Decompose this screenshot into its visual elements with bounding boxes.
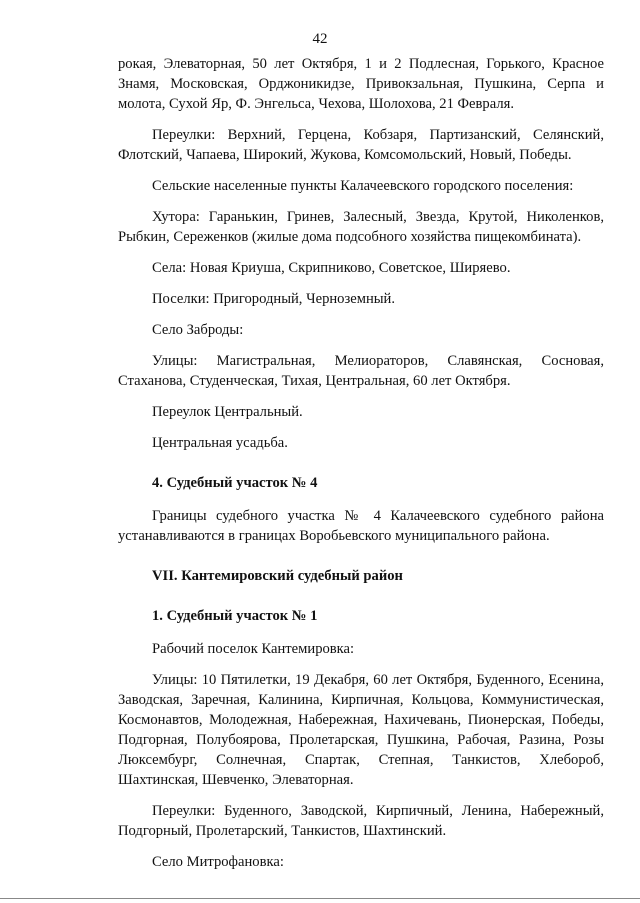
bottom-divider [0, 898, 640, 899]
document-body [118, 54, 604, 883]
section-heading-kantemirovsky-district: VII. Кантемировский судебный район [152, 568, 403, 584]
paragraph-streets-continued: рокая, Элеваторная, 50 лет Октября, 1 и 2 Подлесная, Горького, Красное Знамя, Московская, Орджоникидзе, Привокзальная, Пушкина, Серпа и молота, Сухой Яр, Ф. Энгельса, Чехова, Шолохова, 21 Февраля. [118, 56, 604, 112]
section-heading-court-area-1: 1. Судебный участок № 1 [152, 608, 318, 624]
paragraph-central-estate: Центральная усадьба. [152, 435, 288, 451]
page-number: 42 [312, 31, 328, 47]
paragraph-mitrofanovka: Село Митрофановка: [152, 854, 284, 870]
paragraph-central-lane: Переулок Центральный. [152, 404, 303, 420]
paragraph-kantemirovka-lanes: Переулки: Буденного, Заводской, Кирпичный, Ленина, Набережный, Подгорный, Пролетарский, Танкистов, Шахтинский. [118, 803, 604, 839]
paragraph-court-area-4-boundaries: Границы судебного участка № 4 Калачеевского судебного района устанавливаются в границах Воробьевского муниципального района. [118, 508, 604, 544]
paragraph-zabrody-streets: Улицы: Магистральная, Мелиораторов, Славянская, Сосновая, Стаханова, Студенческая, Тихая, Центральная, 60 лет Октября. [118, 353, 604, 389]
paragraph-settlements: Поселки: Пригородный, Черноземный. [152, 291, 396, 307]
paragraph-kantemirovka-streets: Улицы: 10 Пятилетки, 19 Декабря, 60 лет Октября, Буденного, Есенина, Заводская, Заречная, Калинина, Кирпичная, Кольцова, Коммунистическая, Космонавтов, Молодежная, Набережная, Нахичевань, Пионерская, Победы, Подгорная, Полубоярова, Пролетарская, Пушкина, Рабочая, Разина, Розы Люксембург, Солнечная, Спартак, Степная, Танкистов, Хлебороб, Шахтинская, Шевченко, Элеваторная. [118, 672, 604, 788]
paragraph-khutors: Хутора: Гаранькин, Гринев, Залесный, Звезда, Крутой, Николенков, Рыбкин, Сереженков (жилые дома подсобного хозяйства пищекомбината). [118, 209, 604, 245]
section-heading-court-area-4: 4. Судебный участок № 4 [152, 475, 318, 491]
paragraph-villages: Села: Новая Криуша, Скрипниково, Советское, Ширяево. [152, 260, 511, 276]
paragraph-kantemirovka: Рабочий поселок Кантемировка: [152, 641, 355, 657]
paragraph-rural-settlements: Сельские населенные пункты Калачеевского городского поселения: [152, 178, 574, 194]
paragraph-zabrody: Село Заброды: [152, 322, 244, 338]
paragraph-lanes: Переулки: Верхний, Герцена, Кобзаря, Партизанский, Селянский, Флотский, Чапаева, Широкий, Жукова, Комсомольский, Новый, Победы. [118, 127, 604, 163]
